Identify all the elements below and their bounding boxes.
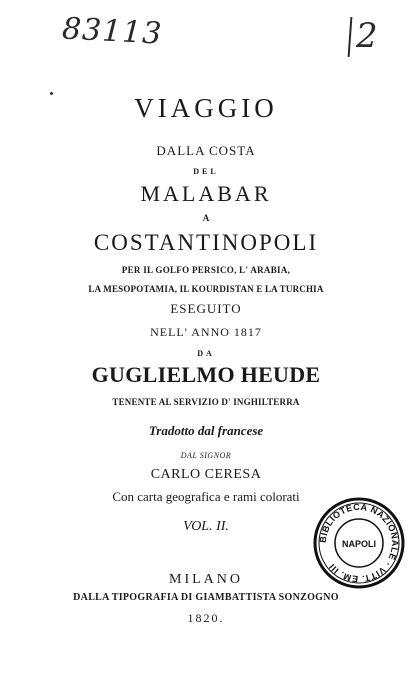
library-stamp <box>313 497 405 589</box>
imprint-printer: DALLA TIPOGRAFIA DI GIAMBATTISTA SONZOGNO <box>73 592 339 603</box>
title-line-from: DALLA COSTA <box>156 143 256 158</box>
stamp-ring-text: BIBLIOTECA NAZIONALE · VITT. EM. III <box>317 501 401 585</box>
book-title: VIAGGIO <box>134 93 278 123</box>
handwritten-volume-mark: 2 <box>356 16 379 56</box>
imprint-date: 1820. <box>187 611 225 625</box>
route-line-2: LA MESOPOTAMIA, IL KOURDISTAN E LA TURCHIA <box>88 284 324 294</box>
handwritten-shelfmark: 83113 <box>61 11 164 52</box>
route-line-1: PER IL GOLFO PERSICO, L' ARABIA, <box>121 265 291 275</box>
author-name: GUGLIELMO HEUDE <box>91 362 321 387</box>
handwritten-stroke <box>348 17 353 57</box>
contents-note: Con carta geografica e rami colorati <box>112 489 300 504</box>
translator-prefix: DAL SIGNOR <box>180 451 232 460</box>
title-line-a: A <box>202 213 210 223</box>
title-line-del: DEL <box>193 167 219 176</box>
author-role: TENENTE AL SERVIZIO D' INGHILTERRA <box>112 397 300 407</box>
title-destination: COSTANTINOPOLI <box>93 230 319 255</box>
translator-name: CARLO CERESA <box>150 467 262 482</box>
volume-number: VOL. II. <box>183 519 229 534</box>
imprint-city: MILANO <box>169 572 243 587</box>
title-origin: MALABAR <box>140 181 272 206</box>
translated-line: Tradotto dal francese <box>148 423 264 438</box>
by-line: DA <box>197 349 215 358</box>
stamp-center-text: NAPOLI <box>341 539 377 549</box>
performed-line: ESEGUITO <box>170 301 242 316</box>
year-line: NELL' ANNO 1817 <box>150 325 262 339</box>
